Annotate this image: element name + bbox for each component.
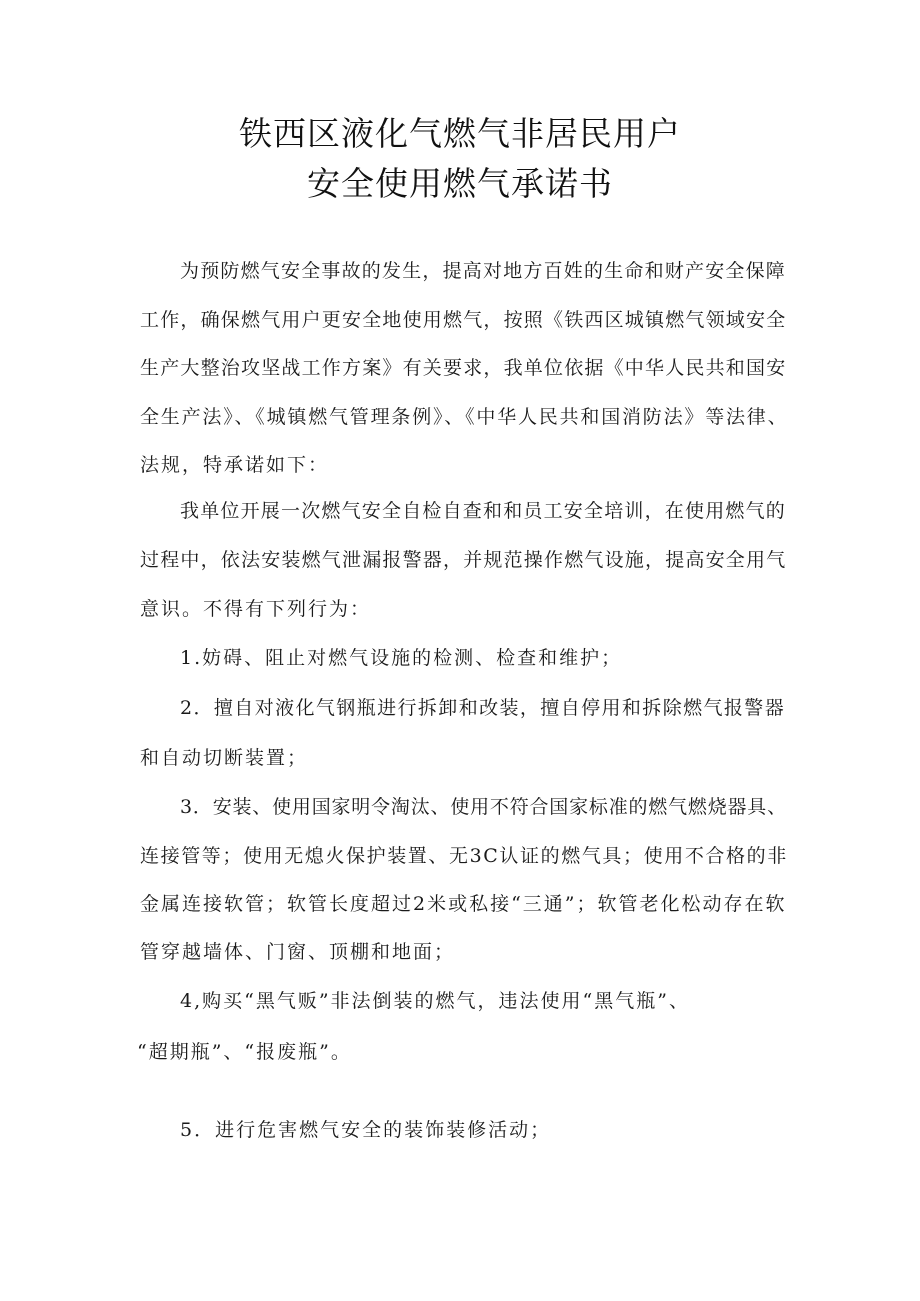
paragraph-line: 过程中，依法安装燃气泄漏报警器，并规范操作燃气设施，提高安全用气 — [140, 549, 787, 571]
paragraph-line: 生产大整治攻坚战工作方案》有关要求，我单位依据《中华人民共和国安 — [140, 357, 787, 379]
list-item: 3．安装、使用国家明令淘汰、使用不符合国家标准的燃气燃烧器具、 — [180, 796, 787, 818]
paragraph-line: 法规，特承诺如下： — [140, 454, 330, 476]
list-item: 5．进行危害燃气安全的装饰装修活动； — [180, 1119, 552, 1141]
list-item: 4,购买“黑气贩”非法倒装的燃气，违法使用“黑气瓶”、 — [180, 990, 690, 1012]
list-item-continuation: 和自动切断装置； — [140, 747, 309, 769]
document-title-line-1: 铁西区液化气燃气非居民用户 — [239, 114, 681, 153]
paragraph-line: 为预防燃气安全事故的发生，提高对地方百姓的生命和财产安全保障 — [180, 260, 787, 282]
list-item-continuation: 管穿越墙体、门窗、顶棚和地面； — [140, 941, 456, 963]
paragraph-line: 工作，确保燃气用户更安全地使用燃气，按照《铁西区城镇燃气领域安全 — [140, 309, 787, 331]
list-item-continuation: 金属连接软管；软管长度超过2米或私接“三通”；软管老化松动存在软 — [140, 893, 787, 915]
document-title-line-2: 安全使用燃气承诺书 — [307, 164, 613, 203]
list-item-continuation: 连接管等；使用无熄火保护装置、无3C认证的燃气具；使用不合格的非 — [140, 845, 788, 867]
list-item-continuation: “超期瓶”、“报废瓶”。 — [137, 1041, 352, 1063]
paragraph-line: 全生产法》、《城镇燃气管理条例》、《中华人民共和国消防法》等法律、 — [140, 406, 789, 428]
list-item: 1.妨碍、阻止对燃气设施的检测、检查和维护； — [180, 647, 623, 669]
paragraph-line: 我单位开展一次燃气安全自检自查和和员工安全培训，在使用燃气的 — [180, 500, 787, 522]
list-item: 2．擅自对液化气钢瓶进行拆卸和改装，擅自停用和拆除燃气报警器 — [180, 697, 786, 719]
paragraph-line: 意识。不得有下列行为： — [140, 598, 372, 620]
